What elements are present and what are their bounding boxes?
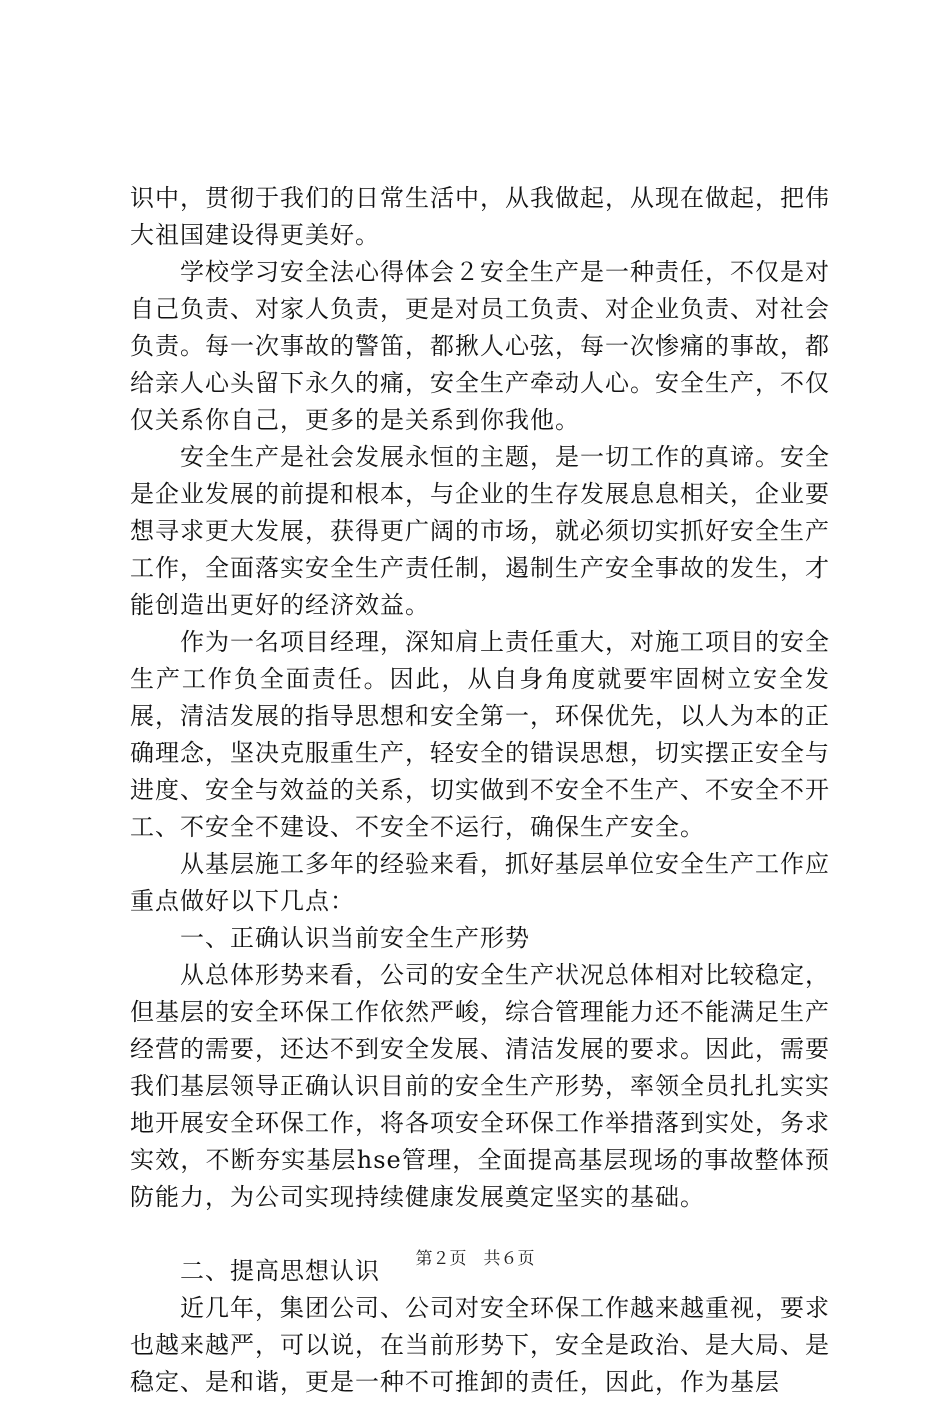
- paragraph-recent-years: 近几年，集团公司、公司对安全环保工作越来越重视，要求也越来越严，可以说，在当前形势下，安全是政治、是大局、是稳定、是和谐，更是一种不可推卸的责任，因此，作为基层: [130, 1294, 830, 1396]
- section-heading-2: 二、提高思想认识: [180, 1257, 380, 1285]
- paragraph-experience: 从基层施工多年的经验来看，抓好基层单位安全生产工作应重点做好以下几点：: [130, 850, 830, 915]
- paragraph-situation: 从总体形势来看，公司的安全生产状况总体相对比较稳定，但基层的安全环保工作依然严峻，综合管理能力还不能满足生产经营的需要，还达不到安全发展、清洁发展的要求。因此，需要我们基层领导正确认识目前的安全生产形势，率领全员扎扎实实地开展安全环保工作，将各项安全环保工作举措落到实处，务求实效，不断夯实基层hse管理，全面提高基层现场的事故整体预防能力，为公司实现持续健康发展奠定坚实的基础。: [130, 961, 830, 1211]
- section-heading-1: 一、正确认识当前安全生产形势: [180, 924, 530, 952]
- paragraph-responsibility: 学校学习安全法心得体会２安全生产是一种责任，不仅是对自己负责、对家人负责，更是对员工负责、对企业负责、对社会负责。每一次事故的警笛，都揪人心弦，每一次惨痛的事故，都给亲人心头留下永久的痛，安全生产牵动人心。安全生产，不仅仅关系你自己，更多的是关系到你我他。: [130, 258, 830, 434]
- paragraph-project-manager: 作为一名项目经理，深知肩上责任重大，对施工项目的安全生产工作负全面责任。因此，从自身角度就要牢固树立安全发展，清洁发展的指导思想和安全第一，环保优先，以人为本的正确理念，坚决克服重生产，轻安全的错误思想，切实摆正安全与进度、安全与效益的关系，切实做到不安全不生产、不安全不开工、不安全不建设、不安全不运行，确保生产安全。: [130, 628, 830, 841]
- page-footer: 第２页 共６页: [415, 1249, 535, 1269]
- paragraph-theme: 安全生产是社会发展永恒的主题，是一切工作的真谛。安全是企业发展的前提和根本，与企业的生存发展息息相关，企业要想寻求更大发展，获得更广阔的市场，就必须切实抓好安全生产工作，全面落实安全生产责任制，遏制生产安全事故的发生，才能创造出更好的经济效益。: [130, 443, 830, 619]
- paragraph-continuation: 识中，贯彻于我们的日常生活中，从我做起，从现在做起，把伟大祖国建设得更美好。: [130, 184, 830, 249]
- document-body: [130, 180, 830, 1401]
